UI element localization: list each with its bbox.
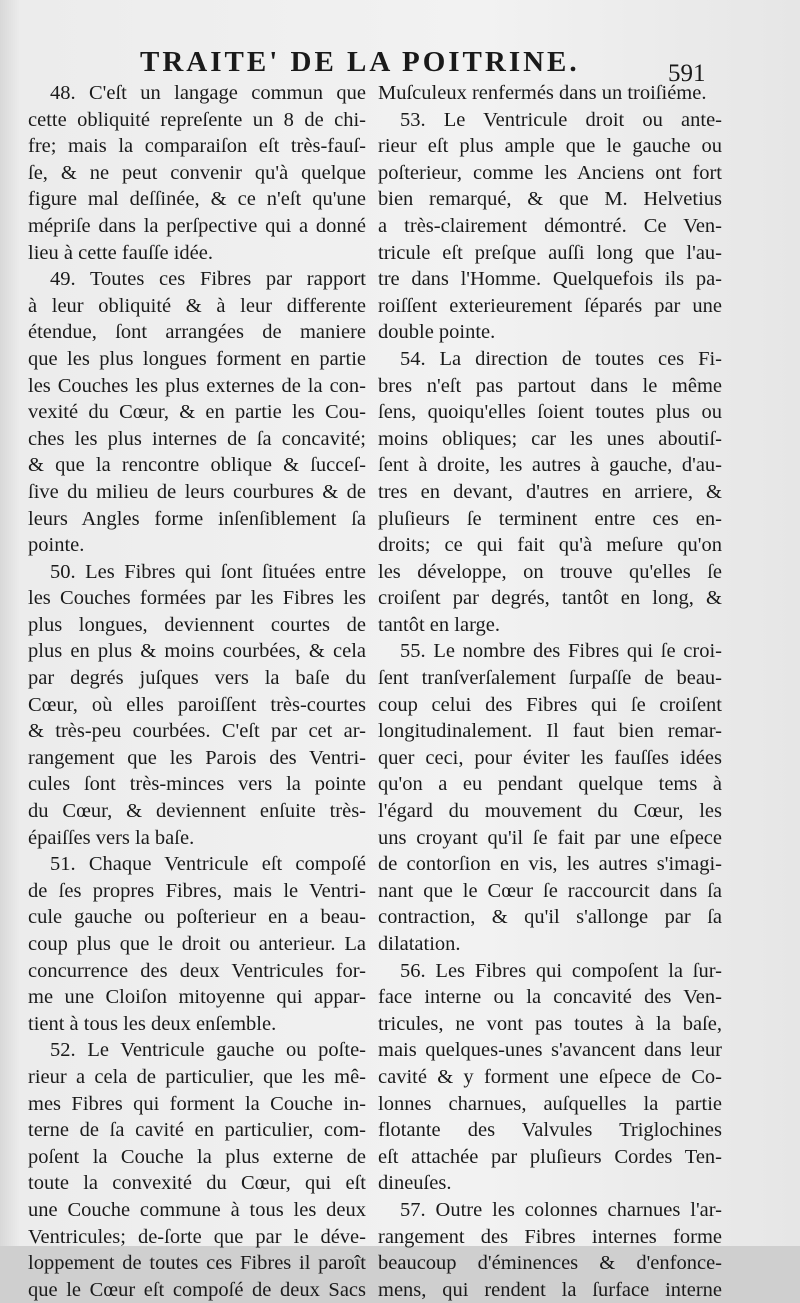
text-line: flotante des Valvules Triglochines (378, 1119, 722, 1142)
text-line: cavité & y forment une eſpece de Co- (378, 1065, 722, 1088)
text-line: ſent à droite, les autres à gauche, d'au- (378, 454, 722, 477)
text-line: lonnes charnues, auſquelles la partie (378, 1092, 722, 1115)
text-line: tre dans l'Homme. Quelquefois ils pa- (378, 268, 722, 291)
text-line: eſt attachée par pluſieurs Cordes Ten- (378, 1145, 722, 1168)
text-line: tantôt en large. (378, 613, 501, 636)
text-line: les Couches formées par les Fibres les (28, 587, 366, 610)
text-line: rangement des Fibres internes forme (378, 1225, 722, 1248)
text-line: 52. Le Ventricule gauche ou poſte- (50, 1039, 366, 1062)
text-line: pointe. (28, 534, 85, 557)
text-line: les Couches les plus externes de la con- (28, 374, 366, 397)
text-line: loppement de toutes ces Fibres il paroît (28, 1252, 366, 1275)
text-line: ſent tranſverſalement ſurpaſſe de beau- (378, 667, 722, 690)
text-line: rieur a cela de particulier, que les mê- (28, 1065, 366, 1088)
text-line: & que la rencontre oblique & ſucceſ- (28, 454, 366, 477)
text-line: ſens, quoiqu'elles ſoient toutes plus ou (378, 401, 722, 424)
text-line: fre; mais la comparaiſon eſt très-fauſ- (28, 135, 366, 158)
text-line: rieur eſt plus ample que le gauche ou (378, 135, 722, 158)
text-line: poſterieur, comme les Anciens ont fort (378, 161, 722, 184)
page-number: 591 (668, 60, 706, 87)
text-line: pluſieurs ſe terminent entre ces en- (378, 507, 722, 530)
text-line: tricules, ne vont pas toutes à la baſe, (378, 1012, 722, 1035)
text-line: 55. Le nombre des Fibres qui ſe croi- (400, 640, 722, 663)
text-line: beaucoup d'éminences & d'enfonce- (378, 1252, 722, 1275)
text-line: de contorſion en vis, les autres s'imagi- (378, 853, 722, 876)
text-line: l'égard du mouvement du Cœur, les (378, 800, 722, 823)
text-line: longitudinalement. Il faut bien remar- (378, 720, 722, 743)
text-line: croiſent par degrés, tantôt en long, & (378, 587, 722, 610)
text-line: tient à tous les deux enſemble. (28, 1012, 277, 1035)
text-line: 49. Toutes ces Fibres par rapport (50, 268, 366, 291)
text-line: double pointe. (378, 321, 496, 344)
text-line: nant que le Cœur ſe raccourcit dans ſa (378, 879, 722, 902)
running-title: TRAITE' DE LA POITRINE. (140, 46, 580, 78)
text-line: que le Cœur eſt compoſé de deux Sacs (28, 1278, 366, 1301)
text-line: Cœur, où elles paroiſſent très-courtes (28, 693, 366, 716)
text-line: terne de ſa cavité en particulier, com- (28, 1119, 366, 1142)
text-line: concurrence des deux Ventricules for- (28, 959, 366, 982)
text-line: Ventricules; de-ſorte que par le déve- (28, 1225, 366, 1248)
text-line: leurs Angles forme inſenſiblement ſa (28, 507, 366, 530)
text-line: poſent la Couche la plus externe de (28, 1145, 366, 1168)
text-line: 51. Chaque Ventricule eſt compoſé (50, 853, 366, 876)
text-line: une Couche commune à tous les deux (28, 1198, 366, 1221)
text-line: lieu à cette fauſſe idée. (28, 241, 213, 264)
text-line: dineuſes. (378, 1172, 452, 1195)
text-line: 50. Les Fibres qui ſont ſituées entre (50, 560, 366, 583)
text-line: mes Fibres qui forment la Couche in- (28, 1092, 366, 1115)
text-line: 54. La direction de toutes ces Fi- (400, 347, 722, 370)
text-line: cule gauche ou poſterieur en a beau- (28, 906, 366, 929)
text-line: cette obliquité repreſente un 8 de chi- (28, 108, 366, 131)
text-line: toute la convexité du Cœur, qui eſt (28, 1172, 366, 1195)
text-line: à leur obliquité & à leur differente (28, 294, 366, 317)
text-line: que les plus longues forment en partie (28, 347, 366, 370)
text-line: moins obliques; car les unes aboutiſ- (378, 427, 722, 450)
text-line: mais quelques-unes s'avancent dans leur (378, 1039, 722, 1062)
text-line: Muſculeux renfermés dans un troiſiéme. (378, 82, 707, 104)
text-line: les développe, on trouve qu'elles ſe (378, 560, 722, 583)
text-line: uns croyant qu'il ſe fait par une eſpece (378, 826, 722, 849)
text-line: mens, qui rendent la ſurface interne (378, 1278, 722, 1301)
text-line: de ſes propres Fibres, mais le Ventri- (28, 879, 366, 902)
text-line: par degrés juſques vers la baſe du (28, 667, 366, 690)
text-line: ches les plus internes de ſa concavité; (28, 427, 366, 450)
text-line: quer ceci, pour éviter les fauſſes idées (378, 746, 722, 769)
text-line: cules ſont très-minces vers la pointe (28, 773, 366, 796)
right-column (378, 80, 722, 1303)
text-line: 57. Outre les colonnes charnues l'ar- (400, 1198, 722, 1221)
text-line: bres n'eſt pas partout dans le même (378, 374, 722, 397)
text-line: face interne ou la concavité des Ven- (378, 986, 722, 1009)
text-line: qu'on a eu pendant quelque tems à (378, 773, 722, 796)
text-line: 48. C'eſt un langage commun que (50, 82, 366, 104)
text-line: coup celui des Fibres qui ſe croiſent (378, 693, 722, 716)
text-line: dilatation. (378, 933, 461, 955)
text-line: & très-peu courbées. C'eſt par cet ar- (28, 720, 366, 743)
text-line: épaiſſes vers la baſe. (28, 826, 195, 849)
left-column (28, 80, 366, 1303)
text-line: me une Cloiſon mitoyenne qui appar- (28, 986, 366, 1009)
text-line: droits; ce qui fait qu'à meſure qu'on (378, 534, 722, 557)
text-line: plus longues, deviennent courtes de (28, 613, 366, 636)
text-line: figure mal deſſinée, & ce n'eſt qu'une (28, 188, 366, 211)
text-line: 56. Les Fibres qui compoſent la ſur- (400, 959, 722, 982)
text-line: vexité du Cœur, & en partie les Cou- (28, 401, 366, 424)
text-line: ſive du milieu de leurs courbures & de (28, 480, 366, 503)
text-line: bien remarqué, & que M. Helvetius (378, 188, 722, 211)
text-line: roiſſent exterieurement ſéparés par une (378, 294, 722, 317)
text-line: tricule eſt preſque auſſi long que l'au- (378, 241, 722, 264)
text-line: mépriſe dans la perſpective qui a donné (28, 214, 366, 237)
text-line: du Cœur, & deviennent enſuite très- (28, 800, 366, 823)
text-line: étendue, ſont arrangées de maniere (28, 321, 366, 344)
text-line: rangement que les Parois des Ventri- (28, 746, 366, 769)
text-line: plus en plus & moins courbées, & cela (28, 640, 366, 663)
text-line: 53. Le Ventricule droit ou ante- (400, 108, 722, 131)
text-line: ſe, & ne peut convenir qu'à quelque (28, 161, 366, 184)
text-line: tres en devant, d'autres en arriere, & (378, 480, 722, 503)
text-line: coup plus que le droit ou anterieur. La (28, 933, 366, 955)
text-line: a très-clairement démontré. Ce Ven- (378, 214, 722, 237)
text-line: contraction, & qu'il s'allonge par ſa (378, 906, 722, 929)
